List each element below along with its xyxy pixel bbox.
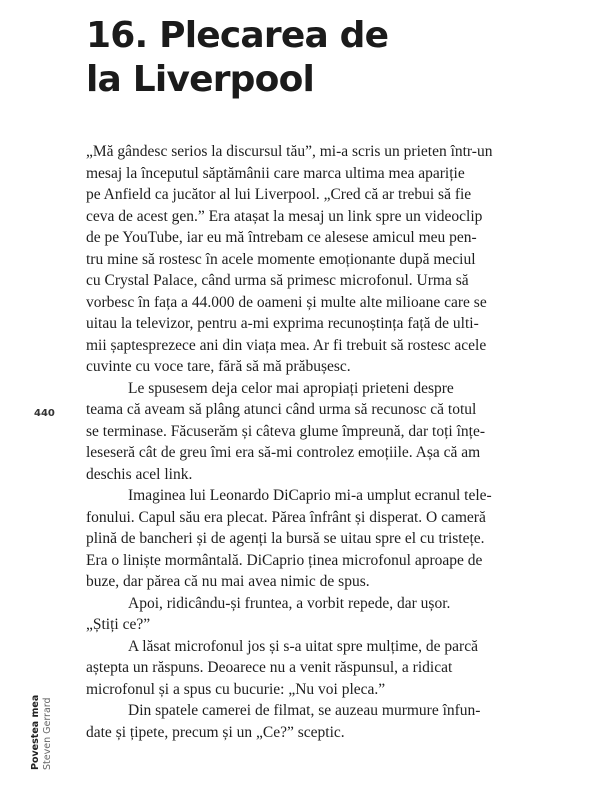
text-line: mesaj la începutul săptămânii care marca ultima mea apariție <box>86 164 465 182</box>
footer-book-title: Povestea mea <box>30 694 41 770</box>
chapter-title <box>86 14 388 102</box>
text-line: Apoi, ridicându-și fruntea, a vorbit repede, dar ușor. <box>128 594 451 612</box>
footer-author: Steven Gerrard <box>42 697 53 770</box>
chapter-title-line-2: la Liverpool <box>86 59 315 100</box>
text-line: Imaginea lui Leonardo DiCaprio mi-a umplut ecranul tele- <box>128 487 492 504</box>
text-line: ceva de acest gen.” Era atașat la mesaj un link spre un videoclip <box>86 207 483 225</box>
text-line: de pe YouTube, iar eu mă întrebam ce alesese amicul meu pen- <box>86 229 477 246</box>
paragraph-3 <box>86 485 526 593</box>
text-line: leseseră cât de greu îmi era să-mi controlez emoțiile. Așa că am <box>86 444 481 461</box>
page-number: 440 <box>34 408 55 419</box>
text-line: fonului. Capul său era plecat. Părea înfrânt și disperat. O cameră <box>86 508 486 526</box>
text-line: teama că aveam să plâng atunci când urma să recunosc că totul <box>86 401 477 418</box>
text-line: tru mine să rostesc în acele momente emoționante după meciul <box>86 250 476 268</box>
text-line: se terminase. Făcuserăm și câteva glume împreună, dar toți înțe- <box>86 422 485 440</box>
paragraph-5 <box>86 636 526 701</box>
text-line: „Mă gândesc serios la discursul tău”, mi-a scris un prieten într-un <box>86 143 493 160</box>
text-line: plină de bancheri și de agenți la bursă se uitau spre el cu tristețe. <box>86 530 485 547</box>
text-line: A lăsat microfonul jos și s-a uitat spre mulțime, de parcă <box>128 637 478 655</box>
text-line: uitau la televizor, pentru a-mi exprima recunoștința față de ulti- <box>86 315 479 332</box>
paragraph-4 <box>86 593 526 636</box>
text-line: microfonul și a spus cu bucurie: „Nu voi pleca.” <box>86 680 386 698</box>
running-footer <box>30 695 54 770</box>
text-line: aștepta un răspuns. Deoarece nu a venit răspunsul, a ridicat <box>86 659 453 676</box>
text-line: „Știți ce?” <box>86 616 151 633</box>
paragraph-1 <box>86 141 526 378</box>
text-line: Din spatele camerei de filmat, se auzeau murmure înfun- <box>128 702 481 719</box>
text-line: cu Crystal Palace, când urma să primesc microfonul. Urma să <box>86 272 469 289</box>
text-line: Le spusesem deja celor mai apropiați prieteni despre <box>128 379 454 397</box>
text-line: buze, dar părea că nu mai avea nimic de spus. <box>86 573 370 590</box>
text-line: vorbesc în fața a 44.000 de oameni și multe alte milioane care se <box>86 293 487 311</box>
paragraph-6 <box>86 700 526 743</box>
text-line: pe Anfield ca jucător al lui Liverpool. „Cred că ar trebui să fie <box>86 186 472 203</box>
paragraph-2 <box>86 378 526 486</box>
text-line: cuvinte cu voce tare, fără să mă prăbușesc. <box>86 358 351 375</box>
text-line: mii șaptesprezece ani din viața mea. Ar fi trebuit să rostesc acele <box>86 336 487 354</box>
body-text <box>86 141 526 743</box>
text-line: deschis acel link. <box>86 465 193 483</box>
text-line: Era o liniște mormântală. DiCaprio ținea microfonul aproape de <box>86 551 483 569</box>
text-line: date și țipete, precum și un „Ce?” sceptic. <box>86 723 345 741</box>
chapter-title-line-1: 16. Plecarea de <box>86 15 389 56</box>
